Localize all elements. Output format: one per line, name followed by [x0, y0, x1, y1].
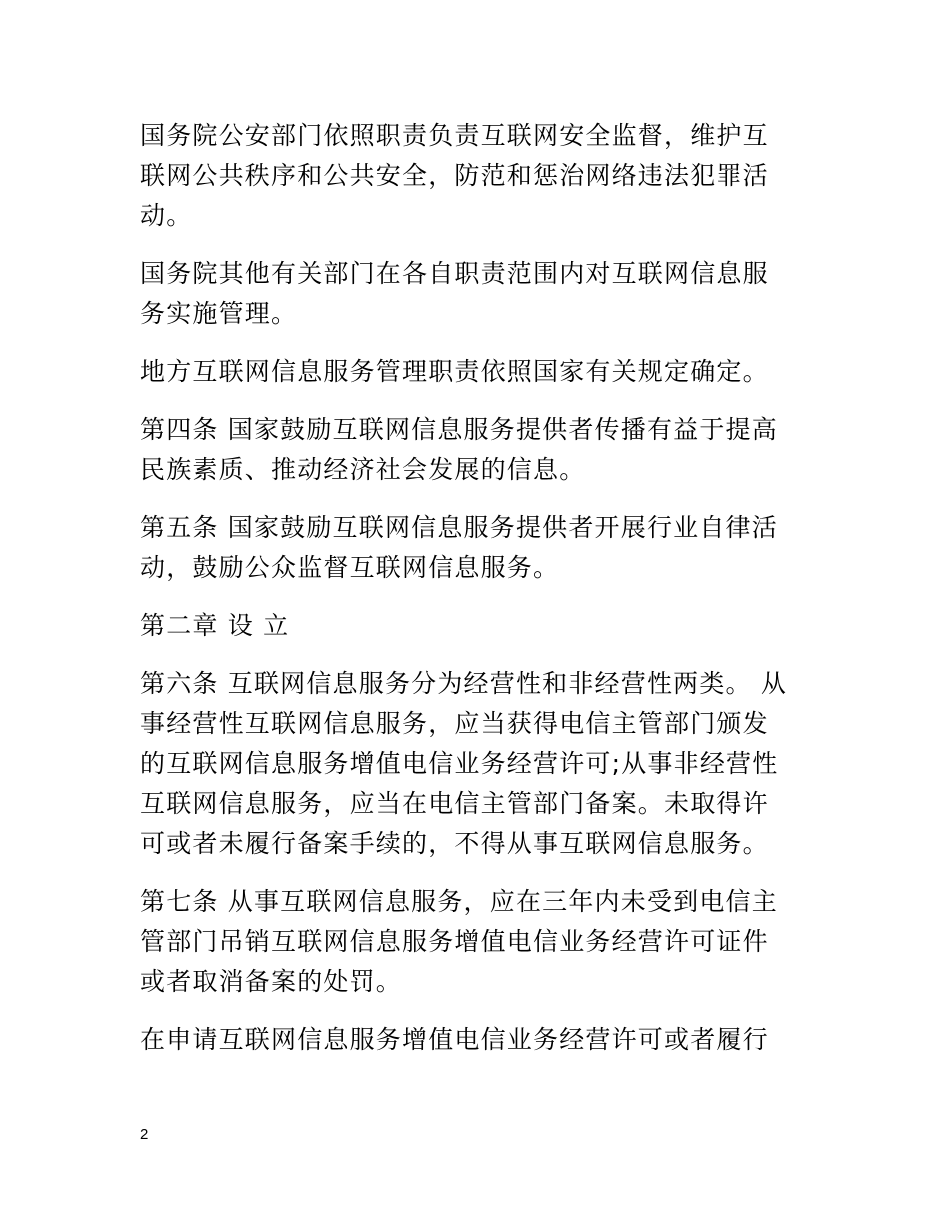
text-line: 第二章 设 立 [140, 611, 290, 640]
text-line: 事经营性互联网信息服务，应当获得电信主管部门颁发 [140, 709, 769, 738]
text-line: 第七条 从事互联网信息服务，应在三年内未受到电信主 [140, 887, 778, 916]
paragraph-local-management [140, 352, 812, 392]
text-line: 第六条 互联网信息服务分为经营性和非经营性两类。 从 [140, 669, 788, 698]
text-line: 第四条 国家鼓励互联网信息服务提供者传播有益于提高 [140, 415, 778, 444]
paragraph-article-6 [140, 664, 812, 864]
document-body [140, 116, 812, 1078]
text-line: 务实施管理。 [140, 299, 298, 328]
paragraph-article-5 [140, 508, 812, 588]
text-line: 民族素质、推动经济社会发展的信息。 [140, 455, 586, 484]
text-line: 管部门吊销互联网信息服务增值电信业务经营许可证件 [140, 927, 769, 956]
text-line: 联网公共秩序和公共安全，防范和惩治网络违法犯罪活 [140, 161, 769, 190]
text-line: 动。 [140, 201, 193, 230]
paragraph-application [140, 1020, 812, 1060]
paragraph-article-4 [140, 410, 812, 490]
text-line: 互联网信息服务，应当在电信主管部门备案。未取得许 [140, 789, 769, 818]
text-line: 的互联网信息服务增值电信业务经营许可;从事非经营性 [140, 749, 779, 778]
text-line: 可或者未履行备案手续的，不得从事互联网信息服务。 [140, 829, 769, 858]
text-line: 在申请互联网信息服务增值电信业务经营许可或者履行 [140, 1025, 769, 1054]
page-number: 2 [140, 1126, 149, 1143]
text-line: 动，鼓励公众监督互联网信息服务。 [140, 553, 560, 582]
paragraph-article-7 [140, 882, 812, 1002]
chapter-heading [140, 606, 812, 646]
paragraph-public-security [140, 116, 812, 236]
text-line: 国务院其他有关部门在各自职责范围内对互联网信息服 [140, 259, 769, 288]
text-line: 国务院公安部门依照职责负责互联网安全监督，维护互 [140, 121, 769, 150]
text-line: 或者取消备案的处罚。 [140, 967, 403, 996]
text-line: 第五条 国家鼓励互联网信息服务提供者开展行业自律活 [140, 513, 778, 542]
text-line: 地方互联网信息服务管理职责依照国家有关规定确定。 [140, 357, 769, 386]
paragraph-other-departments [140, 254, 812, 334]
